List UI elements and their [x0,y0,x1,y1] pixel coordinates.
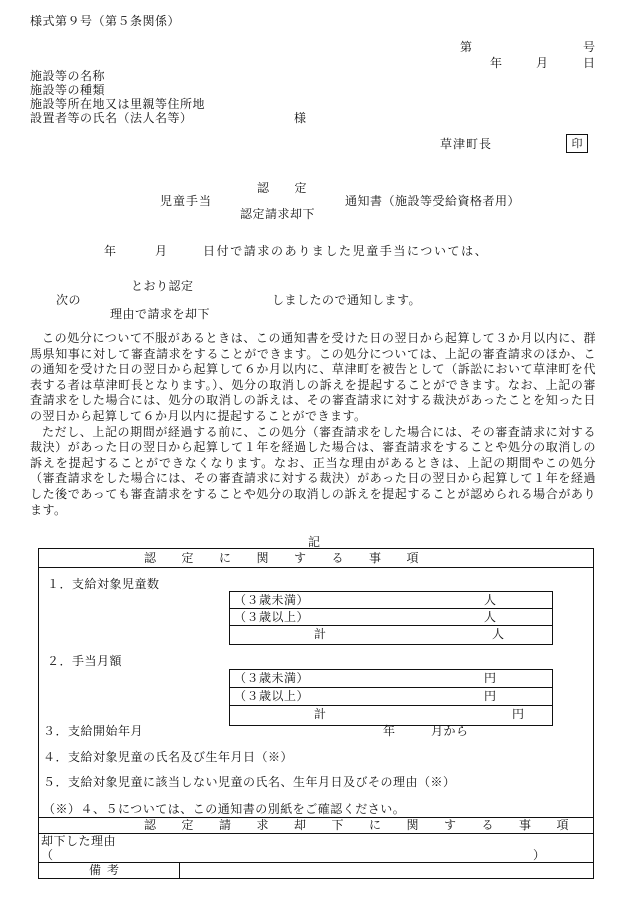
title-main-right: 通知書（施設等受給資格者用） [345,194,521,208]
divider [230,705,552,706]
founder-name-label: 設置者等の氏名（法人名等） [30,111,193,125]
title-main-left: 児童手当 [160,194,213,208]
facility-name-label: 施設等の名称 [30,69,106,83]
amount-over3-label: （３歳以上） [234,689,310,703]
facility-address-label: 施設等所在地又は里親等住所地 [30,97,206,111]
count-over3-unit: 人 [484,610,497,624]
date-year: 年 [490,56,503,70]
form-number: 様式第９号（第５条関係） [30,14,181,28]
item3-month: 月から [431,724,469,738]
monthly-amount-box [229,669,553,726]
amount-under3-label: （３歳未満） [234,671,310,685]
divider [39,567,593,568]
date-month: 月 [536,56,549,70]
decision-option-b: 理由で請求を却下 [110,307,211,321]
decision-lead: 次の [56,293,82,307]
item4-label: ４．支給対象児童の氏名及び生年月日（※） [43,750,294,764]
kyakka-heading: 認 定 請 求 却 下 に 関 す る 事 項 [144,818,570,832]
ki-label: 記 [308,535,321,549]
doc-number-go: 号 [583,40,596,54]
amount-total-label: 計 [314,707,327,721]
nintei-table [38,548,594,879]
divider [230,687,552,688]
divider [230,608,552,609]
remarks-label: 備考 [89,863,126,877]
date-day: 日 [583,56,596,70]
amount-over3-unit: 円 [484,689,497,703]
issuer-title: 草津町長 [440,137,493,151]
item3-year: 年 [383,724,396,738]
facility-type-label: 施設等の種類 [30,83,106,97]
notice-paragraph: この処分について不服があるときは、この通知書を受けた日の翌日から起算して３か月以内に、群馬県知事に対して審査請求をすることができます。この処分については、上記の審査請求のほか、この通知を受けた日の翌日から起算して６か月以内に、草津町を被告として（訴訟において草津町を代表する者は草津町長となります。）、処分の取消しの訴えを提起することができます。なお、上記の審査請求をした場合には、処分の取消しの訴えは、その審査請求に対する裁決があったことを知った日の翌日から起算して６か月以内に提起することができます。 [30,331,596,423]
divider [230,625,552,626]
item1-label: １．支給対象児童数 [47,577,160,591]
decision-tail: しましたので通知します。 [272,293,422,307]
opening-year: 年 [104,244,117,258]
decision-option-a: とおり認定 [131,279,194,293]
nintei-heading: 認 定 に 関 す る 事 項 [144,551,420,565]
count-total-unit: 人 [492,627,505,641]
reason-paren-open: （ [41,848,54,862]
count-total-label: 計 [314,627,327,641]
amount-total-unit: 円 [512,707,525,721]
notice-paragraph: ただし、上記の期間が経過する前に、この処分（審査請求をした場合には、その審査請求に対する裁決）があった日の翌日から起算して１年を経過した場合は、審査請求をすることや処分の取消しの訴えを提起することができなくなります。なお、正当な理由があるときは、上記の期間やこの処分（審査請求をした場合には、その審査請求に対する裁決）があった日の翌日から起算して１年を経過した後であっても審査請求をすることや処分の取消しの訴えを提起することが認められる場合があります。 [30,424,596,517]
doc-number-dai: 第 [460,40,473,54]
title-kyakka: 認定請求却下 [240,207,316,221]
item5-label: ５．支給対象児童に該当しない児童の氏名、生年月日及びその理由（※） [43,775,456,789]
opening-text: 日付で請求のありました児童手当については、 [203,244,489,258]
divider [179,862,180,878]
seal-stamp: 印 [566,134,588,153]
count-under3-label: （３歳未満） [234,593,310,607]
title-nintei: 認 定 [257,181,308,195]
item2-label: ２．手当月額 [47,654,123,668]
item3-label: ３．支給開始年月 [43,724,144,738]
footnote: （※）４、５については、この通知書の別紙をご確認ください。 [43,802,406,816]
reason-label: 却下した理由 [41,834,117,848]
honorific: 様 [294,111,307,125]
count-under3-unit: 人 [484,593,497,607]
reason-paren-close: ） [533,848,546,862]
child-count-box [229,591,553,645]
count-over3-label: （３歳以上） [234,610,310,624]
divider [39,833,593,834]
opening-month: 月 [155,244,168,258]
amount-under3-unit: 円 [484,671,497,685]
notice-text [30,331,596,518]
